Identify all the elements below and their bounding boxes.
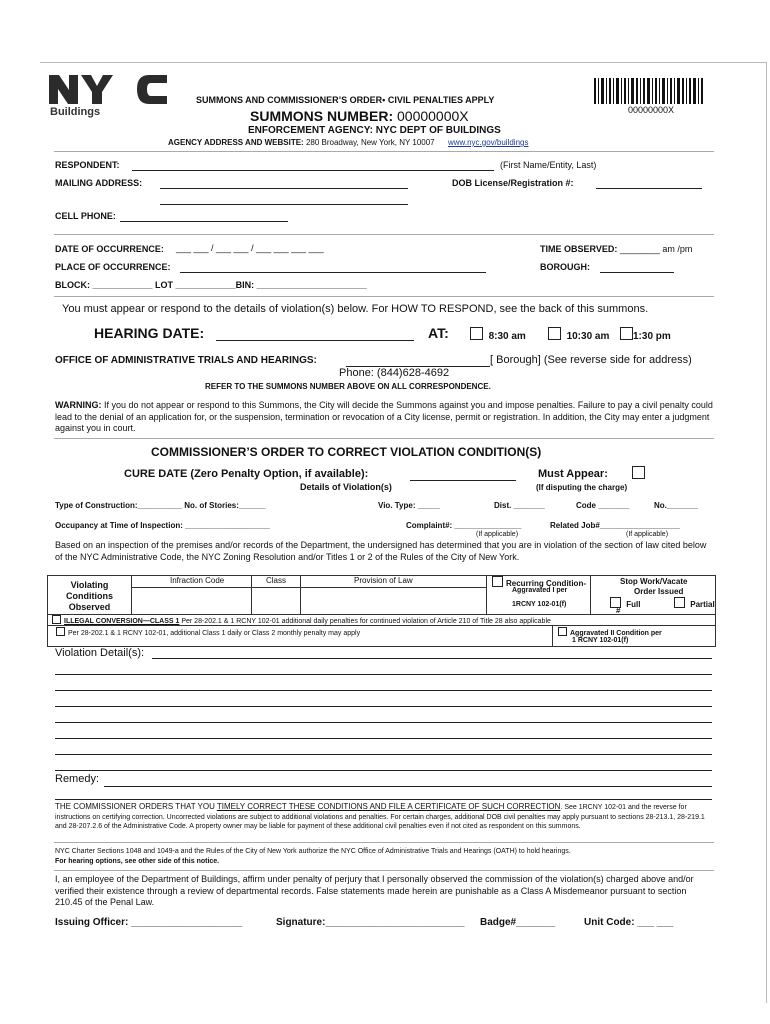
nyc-logo-icon: [47, 72, 171, 106]
rcny-label: 1RCNY 102-01(f): [512, 601, 567, 608]
stop-work-label: Stop Work/Vacate: [620, 577, 688, 586]
hearing-date-label: HEARING DATE:: [94, 325, 205, 341]
form-title: SUMMONS AND COMMISSIONER’S ORDER• CIVIL PENALTIES APPLY: [196, 95, 495, 105]
order-issued-label: Order Issued: [634, 587, 684, 596]
violation-details-field[interactable]: [55, 674, 712, 675]
mailing-address-field-2[interactable]: [160, 204, 408, 205]
table-divider: [251, 575, 252, 615]
checkbox-icon[interactable]: [548, 327, 561, 340]
time-observed-label: TIME OBSERVED:: [540, 244, 618, 254]
infraction-code-header: Infraction Code: [170, 576, 225, 585]
barcode-icon: [594, 78, 704, 104]
remedy-field[interactable]: [104, 786, 712, 787]
related-if-applicable: (If applicable): [626, 531, 669, 538]
summons-number-label: SUMMONS NUMBER:: [250, 108, 394, 124]
violation-details-field[interactable]: [55, 690, 712, 691]
checkbox-icon[interactable]: [470, 327, 483, 340]
date-of-occurrence-field[interactable]: ___ ___ / ___ ___ / ___ ___ ___ ___: [176, 243, 324, 253]
summons-number: 00000000X: [397, 108, 469, 124]
time-option-830[interactable]: 8:30 am: [470, 327, 526, 342]
provision-of-law-header: Provision of Law: [354, 576, 413, 585]
complaint-field[interactable]: Complaint#: _______________: [406, 521, 522, 530]
code-field[interactable]: Code _______: [576, 501, 630, 510]
table-divider: [486, 575, 487, 615]
date-of-occurrence-label: DATE OF OCCURRENCE:: [55, 244, 164, 254]
cure-date-label: CURE DATE (Zero Penalty Option, if available):: [124, 468, 369, 480]
mailing-address-field[interactable]: [160, 188, 408, 189]
issuing-officer-field[interactable]: Issuing Officer: ____________________: [55, 917, 243, 928]
signature-field[interactable]: Signature:_________________________: [276, 917, 465, 928]
class-header: Class: [266, 576, 287, 585]
violation-details-field[interactable]: [55, 738, 712, 739]
remedy-label: Remedy:: [55, 773, 100, 785]
agency-website-link[interactable]: www.nyc.gov/buildings: [447, 138, 529, 147]
per-class-option[interactable]: Per 28-202.1 & 1 RCNY 102-01, additional Class 1 daily or Class 2 monthly penalty may apply: [56, 627, 360, 637]
table-divider: [300, 575, 301, 615]
oath-phone: Phone: (844)628-4692: [339, 367, 450, 379]
violation-details-field[interactable]: [55, 722, 712, 723]
commissioner-orders-paragraph: THE COMMISSIONER ORDERS THAT YOU TIMELY CORRECT THESE CONDITIONS AND FILE A CERTIFICATE OF SUCH CORRECTION. See 1RCNY 102-01 and the reverse for instructions on certifying correction. Uncorrected violations are subject to additional violations and penalties. For certain charges, additional DOB civil penalties may apply pursuant to sections 28-213.1, 28-219.1 and 28-207.2.6 of the Administrative Code. A property owner may be liable for payment of these additional civil penalties even if not cited as respondent on this summons.: [55, 802, 705, 830]
violating-conditions-cell: Violating Conditions Observed: [47, 575, 132, 615]
badge-field[interactable]: Badge#_______: [480, 917, 556, 928]
time-option-1030[interactable]: 10:30 am: [548, 327, 609, 342]
commissioner-order-title: COMMISSIONER’S ORDER TO CORRECT VIOLATION CONDITION(S): [151, 445, 542, 459]
barcode-number: 00000000X: [628, 105, 675, 115]
related-job-field[interactable]: Related Job#__________________: [550, 521, 680, 530]
respondent-label: RESPONDENT:: [55, 160, 120, 170]
checkbox-icon[interactable]: [56, 627, 65, 636]
divider: [54, 438, 714, 439]
checkbox-icon[interactable]: [558, 627, 567, 636]
checkbox-icon[interactable]: [52, 615, 61, 624]
place-of-occurrence-label: PLACE OF OCCURRENCE:: [55, 262, 171, 272]
refer-summons-note: REFER TO THE SUMMONS NUMBER ABOVE ON ALL CORRESPONDENCE.: [205, 382, 491, 391]
partial-option[interactable]: Partial: [674, 597, 715, 609]
unit-code-field[interactable]: Unit Code: ___ ___: [584, 917, 674, 928]
order-number-field[interactable]: #: [616, 606, 621, 615]
divider: [54, 870, 714, 871]
no-field[interactable]: No._______: [654, 501, 699, 510]
oath-label: OFFICE OF ADMINISTRATIVE TRIALS AND HEARINGS:: [55, 355, 317, 366]
borough-field[interactable]: [600, 272, 674, 273]
oath-borough-hint: [ Borough] (See reverse side for address): [490, 354, 692, 366]
complaint-if-applicable: (If applicable): [476, 531, 519, 538]
block-lot-bin[interactable]: BLOCK: ____________ LOT ____________BIN: ______________________: [55, 280, 367, 290]
mailing-address-label: MAILING ADDRESS:: [55, 178, 143, 188]
inspection-basis-paragraph: Based on an inspection of the premises and/or records of the Department, the undersigned has determined that you are in violation of the section of law cited below of the NYC Administrative Code, the NYC Zoning Resolution and/or Titles 1 or 2 of the Rules of the City of New York.: [55, 540, 707, 562]
must-appear-label: Must Appear:: [538, 468, 608, 480]
borough-label: BOROUGH:: [540, 262, 590, 272]
hearing-at-label: AT:: [428, 325, 449, 341]
respondent-name-hint: (First Name/Entity, Last): [500, 160, 597, 170]
aggravated-i-label: Aggravated I per: [512, 587, 568, 594]
aggravated-ii-option[interactable]: Aggravated II Condition per: [558, 627, 662, 637]
checkbox-icon[interactable]: [674, 597, 685, 608]
checkbox-icon[interactable]: [492, 576, 503, 587]
cure-date-field[interactable]: [410, 480, 516, 481]
svg-text:TM: TM: [157, 74, 163, 79]
time-option-130[interactable]: 1:30 pm: [620, 327, 671, 342]
aggravated-ii-rcny: 1 RCNY 102-01(f): [572, 637, 629, 644]
divider: [54, 842, 714, 843]
cell-phone-field[interactable]: [120, 221, 288, 222]
recurring-condition[interactable]: Recurring Condition-: [492, 576, 586, 588]
cell-phone-label: CELL PHONE:: [55, 211, 116, 221]
violation-details-field[interactable]: [55, 754, 712, 755]
dist-field[interactable]: Dist. _______: [494, 501, 545, 510]
remedy-field[interactable]: [55, 799, 712, 800]
must-appear-checkbox[interactable]: [632, 466, 645, 479]
table-divider: [552, 625, 553, 647]
violation-details-field[interactable]: [152, 658, 712, 659]
charter-paragraph: NYC Charter Sections 1048 and 1049-a and the Rules of the City of New York authorize the NYC Office of Administrative Trials and Hearings (OATH) to hold hearings. For hearing options, see other side of this notice.: [55, 848, 571, 865]
time-observed-field[interactable]: ________ am /pm: [619, 244, 693, 254]
affirmation-paragraph: I, an employee of the Department of Buildings, affirm under penalty of perjury that I personally observed the commission of the violation(s) charged above and/or verified their existence through a review of departmental records. False statements made herein are punishable as a Class A Misdemeanor pursuant to section 210.45 of the Penal Law.: [55, 874, 694, 907]
warning-paragraph: WARNING: If you do not appear or respond to this Summons, the City will decide the Summons against you and impose penalties. Failure to pay a civil penalty could lead to the denial of an application for, or the suspension, termination or revocation of a City license, permit or registration. In addition, the City may enter a judgment against you in court.: [55, 400, 713, 433]
violation-details-field[interactable]: [55, 770, 712, 771]
respondent-field[interactable]: [132, 170, 494, 171]
table-header-line: [131, 587, 486, 588]
full-option[interactable]: Full: [610, 597, 640, 609]
agency-address-label: AGENCY ADDRESS AND WEBSITE:: [168, 138, 304, 147]
divider: [54, 151, 714, 152]
if-disputing-hint: (If disputing the charge): [536, 483, 628, 492]
occupancy-field[interactable]: Occupancy at Time of Inspection: ___________________: [55, 521, 270, 530]
illegal-conversion-option[interactable]: ILLEGAL CONVERSION—CLASS 1 Per 28-202.1 & 1 RCNY 102-01 additional daily penalties for continued violation of Article 210 of Title 28 also applicable: [52, 615, 551, 625]
details-of-violation-label: Details of Violation(s): [300, 482, 392, 492]
construction-stories-field[interactable]: Type of Construction:__________ No. of Stories:______: [55, 501, 266, 510]
place-of-occurrence-field[interactable]: [180, 272, 486, 273]
agency-address: 280 Broadway, New York, NY 10007: [305, 138, 435, 147]
logo-subtitle: Buildings: [50, 106, 101, 118]
divider: [54, 234, 714, 235]
dob-license-label: DOB License/Registration #:: [452, 178, 574, 188]
vio-type-field[interactable]: Vio. Type: _____: [378, 501, 440, 510]
checkbox-icon[interactable]: [620, 327, 633, 340]
appear-instructions: You must appear or respond to the details of violation(s) below. For HOW TO RESPOND, see the back of this summons.: [62, 303, 649, 315]
dob-license-field[interactable]: [596, 188, 702, 189]
hearing-date-field[interactable]: [216, 340, 414, 341]
violation-details-label: Violation Detail(s):: [55, 647, 145, 659]
enforcement-agency: ENFORCEMENT AGENCY: NYC DEPT OF BUILDINGS: [248, 125, 501, 136]
divider: [54, 296, 714, 297]
violation-details-field[interactable]: [55, 706, 712, 707]
